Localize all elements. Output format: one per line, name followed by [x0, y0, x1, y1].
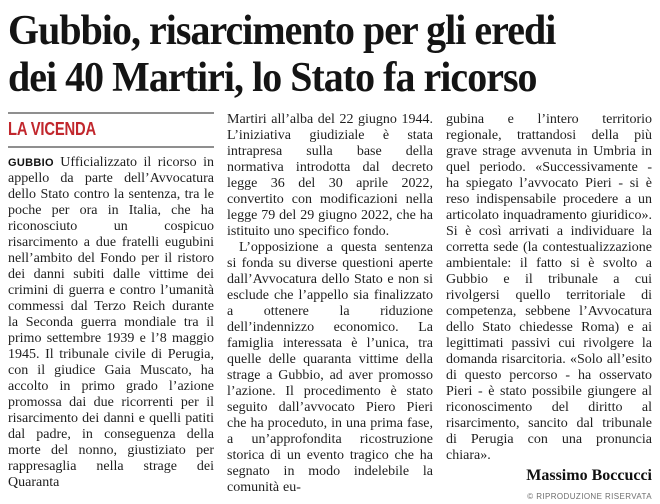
author-byline: Massimo Boccucci	[526, 467, 652, 484]
kicker-label: LA VICENDA	[8, 119, 97, 139]
column-2	[227, 112, 433, 496]
column-2-paragraph-1: Martiri all’alba del 22 giugno 1944. L’iniziativa giudiziale è stata intrapresa sulla base della normativa introdotta dal decreto legge 36 del 30 aprile 2022, convertito con modificazioni nella legge 79 del 29 giugno 2022, che ha istituito uno specifico fondo.	[227, 112, 433, 239]
column-3	[446, 112, 652, 501]
dateline: GUBBIO	[8, 157, 54, 169]
column-1-paragraph	[8, 155, 214, 491]
article-columns	[8, 112, 652, 501]
headline-line-2: dei 40 Martiri, lo Stato fa ricorso	[8, 55, 537, 101]
column-1-text: Ufficializzato il ricorso in appello da parte dell’Avvocatura dello Stato contro la sentenza, tra le poche per ora in Italia, che ha riconosciuto un cospicuo risarcimento a due fratelli eugubini nell’ambito del Fondo per il ristoro dei danni subiti dalle vittime dei crimini di guerra e contro l’umanità commessi dal Terzo Reich durante la Seconda guerra mondiale tra il primo settembre 1939 e l’8 maggio 1945. Il tribunale civile di Perugia, con il giudice Gaia Muscato, ha accolto in primo grado l’azione promossa dai due ricorrenti per il risarcimento dei danni e quelli patiti dal padre, in conseguenza della morte del nonno, giustiziato per rappresaglia nella strage dei Quaranta	[8, 155, 214, 490]
column-2-paragraph-2: L’opposizione a questa sentenza si fonda su diverse questioni aperte dall’Avvocatura dello Stato e non si esclude che l’appello sia finalizzato a ottenere la riduzione dell’indennizzo economico. La famiglia interessata è l’unica, tra quelle delle quaranta vittime della strage a Gubbio, ad aver promosso l’azione. Il procedimento è stato seguito dall’avvocato Piero Pieri che ha proceduto, in una prima fase, a un’approfondita ricostruzione storica di un evento tragico che ha segnato in modo indelebile la comunità eu-	[227, 240, 433, 495]
column-1	[8, 112, 214, 491]
article-headline	[8, 8, 636, 102]
copyright-notice: © RIPRODUZIONE RISERVATA	[527, 492, 652, 501]
kicker-block	[8, 112, 214, 148]
column-3-paragraph: gubina e l’intero territorio regionale, trattandosi della più grave strage avvenuta in Umbria in quel periodo. «Successivamente - ha spiegato l’avvocato Pieri - si è reso indispensabile procedere a un articolato inquadramento giuridico». Si è così arrivati a individuare la corretta sede (la contestualizzazione ambientale: il fatto si è svolto a Gubbio e il tribunale a cui rivolgersi quello territoriale di competenza, sebbene l’Avvocatura dello Stato chiedesse Roma) e ai legittimati passivi cui rivolgere la domanda risarcitoria. «Solo all’esito di questo percorso - ha osservato Pieri - è stato possibile giungere al riconoscimento del diritto al risarcimento, sancito dal tribunale di Perugia con una pronuncia chiara».	[446, 112, 652, 463]
headline-line-1: Gubbio, risarcimento per gli eredi	[8, 8, 556, 54]
